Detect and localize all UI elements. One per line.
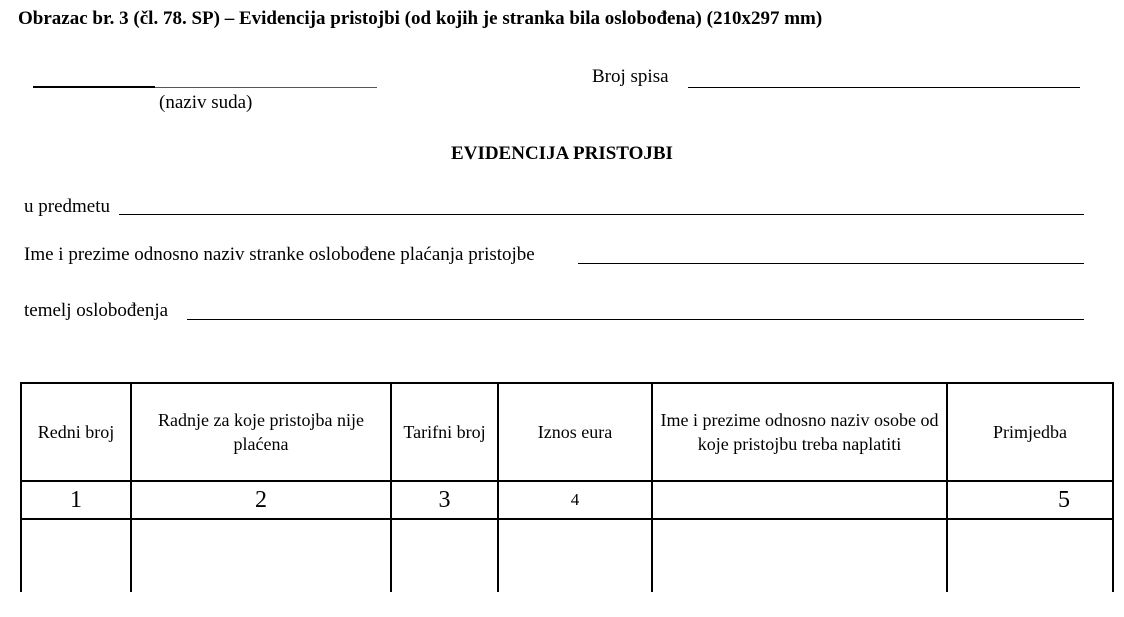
court-name-line xyxy=(33,86,155,88)
exemption-basis-line xyxy=(187,319,1084,320)
form-heading: Obrazac br. 3 (čl. 78. SP) – Evidencija pristojbi (od kojih je stranka bila oslobođena) (210x297 mm) xyxy=(18,8,823,29)
column-header-tariff-number: Tarifni broj xyxy=(391,383,498,481)
table-cell xyxy=(947,519,1113,592)
column-header-remark: Primjedba xyxy=(947,383,1113,481)
column-number-row xyxy=(21,481,1113,519)
table-cell xyxy=(498,519,652,592)
case-number-line xyxy=(688,87,1080,88)
party-line xyxy=(578,263,1084,264)
table-cell xyxy=(391,519,498,592)
column-number: 1 xyxy=(21,481,131,519)
column-header-amount: Iznos eura xyxy=(498,383,652,481)
column-header-actions: Radnje za koje pristojba nije plaćena xyxy=(131,383,391,481)
table-header-row xyxy=(21,383,1113,481)
column-number: 3 xyxy=(391,481,498,519)
table-cell xyxy=(21,519,131,592)
table-cell xyxy=(131,519,391,592)
court-name-line-extension xyxy=(155,87,377,88)
column-header-serial-number: Redni broj xyxy=(21,383,131,481)
party-label: Ime i prezime odnosno naziv stranke oslobođene plaćanja pristojbe xyxy=(24,244,535,265)
column-number: 2 xyxy=(131,481,391,519)
document-title: EVIDENCIJA PRISTOJBI xyxy=(451,143,673,164)
table-row xyxy=(21,519,1113,592)
table-cell xyxy=(652,519,947,592)
column-number: 4 xyxy=(498,481,652,519)
case-number-label: Broj spisa xyxy=(592,66,669,87)
fees-table xyxy=(20,382,1114,592)
column-number: 5 xyxy=(947,481,1113,519)
court-name-caption: (naziv suda) xyxy=(159,92,253,113)
column-number xyxy=(652,481,947,519)
subject-label: u predmetu xyxy=(24,196,111,217)
exemption-basis-label: temelj oslobođenja xyxy=(24,300,169,321)
subject-line xyxy=(119,214,1084,215)
column-header-payer: Ime i prezime odnosno naziv osobe od koje pristojbu treba naplatiti xyxy=(652,383,947,481)
